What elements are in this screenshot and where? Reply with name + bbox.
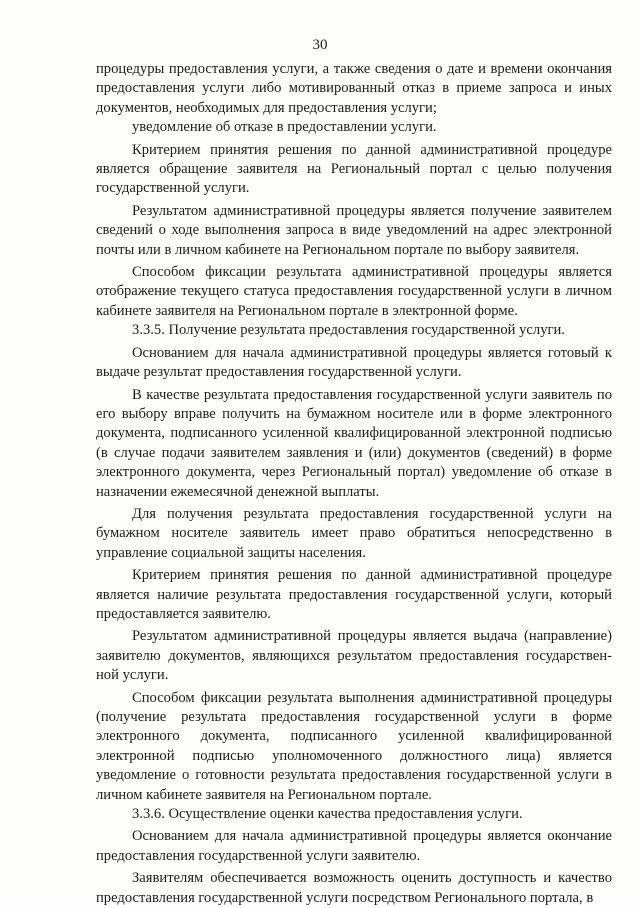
paragraph-7: В качестве результата предоставления государственной услуги заявитель по его выбору вправе получить на бумажном носителе или в форме электронного документа, подписанного усиленной квалифицированной электронной подписью (в случае подачи заявителем заявления и (или) документов (сведений) в форме электронного документа, через Региональный портал) уведомление об отказе в назначении ежемесячной денежной выплаты. [96,386,612,500]
paragraph-5: Способом фиксации результата административной процедуры является отображение текущего статуса предоставления государственной услуги в личном кабинете заявителя на Региональном портале в электронной форме. [96,264,612,319]
section-heading-3-3-6: 3.3.6. Осуществление оценки качества предоставления услуги. [132,806,523,823]
paragraph-2: уведомление об отказе в предоставлении услуги. [132,119,437,136]
paragraph-9: Критерием принятия решения по данной административной процедуре является наличие результата предоставления государственной услуги, который предоставляется заявителю. [96,567,612,622]
page-number: 30 [312,37,328,53]
paragraph-12: Основанием для начала административной процедуры является окончание предоставления государственной услуги заявителю. [96,828,612,864]
paragraph-3: Критерием принятия решения по данной административной процедуре является обращение заявителя на Региональный портал с целью получения государственной услуги. [96,141,612,197]
document-body [96,60,612,908]
paragraph-4: Результатом административной процедуры является получение заявителем сведений о ходе выполнения запроса в виде уведомлений на адрес электронной почты или в личном кабинете на Региональном портале по выбору заявителя. [96,202,612,258]
paragraph-6: Основанием для начала административной процедуры является готовый к выдаче результат предоставления государственной услуги. [96,344,612,381]
paragraph-1: процедуры предоставления услуги, а также сведения о дате и времени окончания предоставления услуги либо мотивированный отказ в приеме запроса и иных документов, необходимых для предоставления услуги; [96,61,612,116]
paragraph-13: Заявителям обеспечивается возможность оценить доступность и качество предоставления государственной услуги посредством Регионального портала, в [96,870,612,906]
paragraph-10: Результатом административной процедуры является выдача (направление) заявителю документов, являющихся результатом предоставления государствен-ной услуги. [96,628,612,684]
paragraph-11: Способом фиксации результата выполнения административной процедуры (получение результата предоставления государственной услуги в форме электронного документа, подписанного усиленной квалифицированной электронной подписью уполномоченного должностного лица) является уведомление о готовности результата предоставления государственной услуги в личном кабинете заявителя на Региональном портале. [96,689,612,803]
section-heading-3-3-5: 3.3.5. Получение результата предоставления государственной услуги. [132,322,565,339]
paragraph-8: Для получения результата предоставления государственной услуги на бумажном носителе заявитель имеет право обратиться непосредственно в управление социальной защиты населения. [96,505,612,561]
